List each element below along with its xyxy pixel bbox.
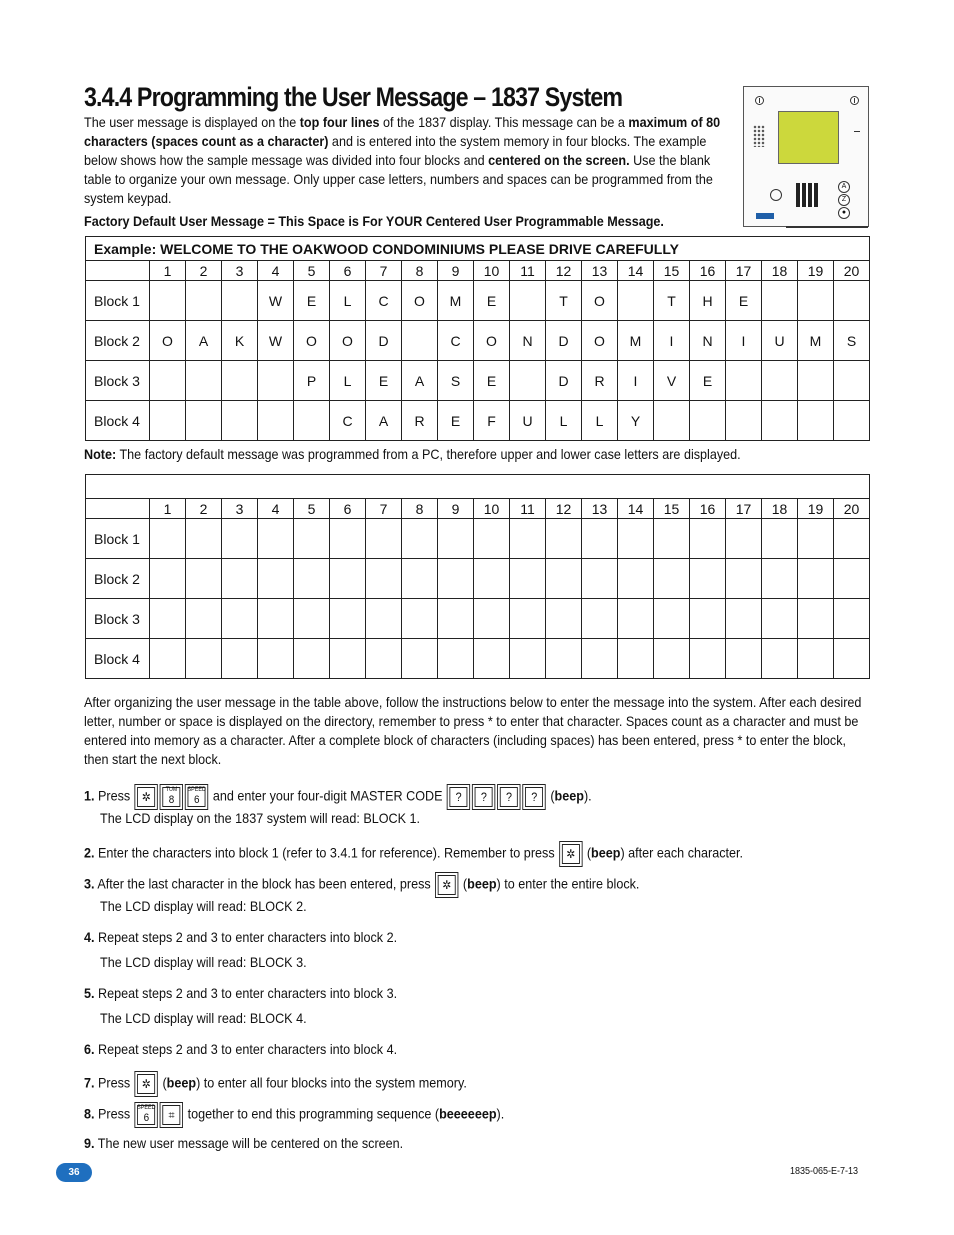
character-cell: U bbox=[762, 321, 798, 361]
character-cell bbox=[798, 401, 834, 441]
character-cell bbox=[690, 401, 726, 441]
character-cell: R bbox=[582, 361, 618, 401]
character-cell[interactable] bbox=[618, 639, 654, 679]
character-cell[interactable] bbox=[618, 599, 654, 639]
character-cell[interactable] bbox=[654, 639, 690, 679]
character-cell bbox=[510, 281, 546, 321]
device-illustration bbox=[743, 86, 869, 227]
document-number: 1835-065-E-7-13 bbox=[790, 1166, 859, 1177]
character-cell[interactable] bbox=[294, 599, 330, 639]
column-header: 16 bbox=[690, 261, 726, 281]
star-key-icon[interactable]: ✲ bbox=[135, 784, 158, 810]
column-header: 3 bbox=[222, 261, 258, 281]
blank_table-caption bbox=[86, 475, 870, 499]
character-cell bbox=[726, 401, 762, 441]
column-header: 17 bbox=[726, 261, 762, 281]
character-cell[interactable] bbox=[726, 559, 762, 599]
character-cell bbox=[834, 361, 870, 401]
character-cell bbox=[618, 281, 654, 321]
character-cell: T bbox=[654, 281, 690, 321]
character-cell[interactable] bbox=[726, 519, 762, 559]
character-cell: H bbox=[690, 281, 726, 321]
character-cell bbox=[762, 401, 798, 441]
block-label: Block 1 bbox=[86, 519, 150, 559]
character-cell: C bbox=[330, 401, 366, 441]
character-cell[interactable] bbox=[258, 639, 294, 679]
column-header: 11 bbox=[510, 261, 546, 281]
column-header: 9 bbox=[438, 261, 474, 281]
column-header: 14 bbox=[618, 261, 654, 281]
star-key-icon[interactable]: ✲ bbox=[435, 872, 458, 898]
star-key-icon[interactable]: ✲ bbox=[135, 1071, 158, 1097]
character-cell[interactable] bbox=[546, 519, 582, 559]
character-cell[interactable] bbox=[402, 559, 438, 599]
table-row bbox=[86, 361, 870, 401]
character-cell[interactable] bbox=[690, 639, 726, 679]
character-cell: M bbox=[798, 321, 834, 361]
character-cell: K bbox=[222, 321, 258, 361]
column-header: 2 bbox=[186, 499, 222, 519]
character-cell[interactable] bbox=[474, 559, 510, 599]
instructions-paragraph: After organizing the user message in the table above, follow the instructions below to enter the message into the system. After each desired letter, number or space is displayed on the directory, remember to press * to enter that character. Spaces count as a character and must be entered into memory as a character. After a complete block of characters (including spaces) has been entered, press * to enter the block, then start the next block. bbox=[84, 694, 862, 767]
column-header: 12 bbox=[546, 499, 582, 519]
character-cell: N bbox=[690, 321, 726, 361]
character-cell: Y bbox=[618, 401, 654, 441]
example-message-table bbox=[85, 236, 870, 441]
character-cell[interactable] bbox=[150, 559, 186, 599]
character-cell: W bbox=[258, 281, 294, 321]
column-header: 20 bbox=[834, 499, 870, 519]
character-cell: A bbox=[402, 361, 438, 401]
character-cell[interactable] bbox=[618, 559, 654, 599]
character-cell[interactable] bbox=[222, 519, 258, 559]
character-cell bbox=[402, 321, 438, 361]
character-cell[interactable] bbox=[834, 519, 870, 559]
character-cell bbox=[798, 361, 834, 401]
character-cell bbox=[258, 361, 294, 401]
character-cell: M bbox=[618, 321, 654, 361]
character-cell bbox=[798, 281, 834, 321]
speed-6-key-icon[interactable]: SPEED 6 bbox=[185, 784, 208, 810]
character-cell: E bbox=[438, 401, 474, 441]
character-cell[interactable] bbox=[798, 519, 834, 559]
character-cell: O bbox=[294, 321, 330, 361]
table-row bbox=[86, 281, 870, 321]
note-text: Note: The factory default message was programmed from a PC, therefore upper and lower case letters are displayed. bbox=[84, 446, 741, 462]
character-cell[interactable] bbox=[222, 559, 258, 599]
character-cell bbox=[186, 361, 222, 401]
block-label: Block 4 bbox=[86, 639, 150, 679]
character-cell[interactable] bbox=[726, 599, 762, 639]
column-header: 16 bbox=[690, 499, 726, 519]
lcd-screen bbox=[778, 111, 839, 164]
column-header: 15 bbox=[654, 261, 690, 281]
character-cell: D bbox=[546, 321, 582, 361]
character-cell: U bbox=[510, 401, 546, 441]
character-cell[interactable] bbox=[366, 599, 402, 639]
column-header: 19 bbox=[798, 261, 834, 281]
character-cell[interactable] bbox=[546, 639, 582, 679]
column-header: 13 bbox=[582, 499, 618, 519]
character-cell[interactable] bbox=[582, 559, 618, 599]
character-cell: E bbox=[726, 281, 762, 321]
character-cell bbox=[186, 281, 222, 321]
character-cell[interactable] bbox=[330, 599, 366, 639]
screw-icon bbox=[850, 96, 859, 105]
character-cell: A bbox=[186, 321, 222, 361]
character-cell: S bbox=[834, 321, 870, 361]
character-cell[interactable] bbox=[294, 519, 330, 559]
column-header: 15 bbox=[654, 499, 690, 519]
character-cell[interactable] bbox=[654, 559, 690, 599]
character-cell[interactable] bbox=[762, 559, 798, 599]
character-cell[interactable] bbox=[258, 599, 294, 639]
character-cell[interactable] bbox=[258, 519, 294, 559]
character-cell bbox=[834, 281, 870, 321]
character-cell bbox=[762, 281, 798, 321]
character-cell[interactable] bbox=[474, 639, 510, 679]
character-cell bbox=[726, 361, 762, 401]
block-label: Block 2 bbox=[86, 321, 150, 361]
column-header: 13 bbox=[582, 261, 618, 281]
column-header: 11 bbox=[510, 499, 546, 519]
character-cell: T bbox=[546, 281, 582, 321]
step-5-result: The LCD display will read: BLOCK 4. bbox=[100, 1010, 307, 1026]
character-cell: C bbox=[366, 281, 402, 321]
step-5: 5. Repeat steps 2 and 3 to enter characters into block 3. bbox=[84, 985, 398, 1001]
character-cell: L bbox=[582, 401, 618, 441]
character-cell[interactable] bbox=[654, 519, 690, 559]
character-cell bbox=[222, 281, 258, 321]
character-cell[interactable] bbox=[582, 519, 618, 559]
table-row bbox=[86, 639, 870, 679]
character-cell: E bbox=[690, 361, 726, 401]
page-title: 3.4.4 Programming the User Message – 1837 System bbox=[84, 82, 623, 112]
character-cell[interactable] bbox=[510, 559, 546, 599]
character-cell: I bbox=[654, 321, 690, 361]
column-header: 3 bbox=[222, 499, 258, 519]
column-header: 7 bbox=[366, 261, 402, 281]
step-9: 9. The new user message will be centered on the screen. bbox=[84, 1135, 404, 1151]
code-digit-key-icon[interactable]: ? bbox=[447, 784, 470, 810]
block-label: Block 1 bbox=[86, 281, 150, 321]
block-label: Block 3 bbox=[86, 361, 150, 401]
character-cell: C bbox=[438, 321, 474, 361]
step-6: 6. Repeat steps 2 and 3 to enter characters into block 4. bbox=[84, 1041, 398, 1057]
column-header: 12 bbox=[546, 261, 582, 281]
column-header: 8 bbox=[402, 499, 438, 519]
character-cell[interactable] bbox=[186, 519, 222, 559]
column-header: 1 bbox=[150, 261, 186, 281]
blank-message-table bbox=[85, 474, 870, 679]
character-cell[interactable] bbox=[834, 639, 870, 679]
table-row bbox=[86, 401, 870, 441]
example_table-caption: Example: WELCOME TO THE OAKWOOD CONDOMINIUMS PLEASE DRIVE CAREFULLY bbox=[86, 237, 870, 261]
character-cell[interactable] bbox=[546, 559, 582, 599]
character-cell[interactable] bbox=[834, 599, 870, 639]
character-cell[interactable] bbox=[510, 519, 546, 559]
character-cell[interactable] bbox=[690, 519, 726, 559]
brand-logo bbox=[756, 213, 774, 219]
character-cell[interactable] bbox=[150, 639, 186, 679]
character-cell[interactable] bbox=[330, 519, 366, 559]
character-cell[interactable] bbox=[438, 559, 474, 599]
character-cell: P bbox=[294, 361, 330, 401]
step-4: 4. Repeat steps 2 and 3 to enter characters into block 2. bbox=[84, 929, 398, 945]
column-header: 6 bbox=[330, 499, 366, 519]
column-header: 14 bbox=[618, 499, 654, 519]
character-cell: L bbox=[330, 281, 366, 321]
character-cell[interactable] bbox=[402, 599, 438, 639]
column-header: 7 bbox=[366, 499, 402, 519]
speed-6-key-icon[interactable]: SPEED 6 bbox=[135, 1102, 158, 1128]
character-cell: D bbox=[546, 361, 582, 401]
character-cell[interactable] bbox=[546, 599, 582, 639]
character-cell: E bbox=[294, 281, 330, 321]
character-cell[interactable] bbox=[762, 639, 798, 679]
character-cell: O bbox=[474, 321, 510, 361]
table-row bbox=[86, 559, 870, 599]
character-cell[interactable] bbox=[330, 559, 366, 599]
character-cell[interactable] bbox=[294, 639, 330, 679]
character-cell bbox=[834, 401, 870, 441]
table-row bbox=[86, 321, 870, 361]
character-cell[interactable] bbox=[798, 639, 834, 679]
character-cell: O bbox=[402, 281, 438, 321]
character-cell bbox=[762, 361, 798, 401]
indicator-mark bbox=[854, 131, 860, 132]
step-1: 1. Press ✲ TUM 8 SPEED 6 and enter your four-digit MASTER CODE ? ? ? ? (beep). bbox=[84, 784, 592, 810]
character-cell[interactable] bbox=[690, 599, 726, 639]
character-cell[interactable] bbox=[186, 599, 222, 639]
character-cell[interactable] bbox=[366, 639, 402, 679]
character-cell[interactable] bbox=[222, 639, 258, 679]
device-button-a: A bbox=[838, 181, 850, 193]
character-cell: L bbox=[330, 361, 366, 401]
character-cell bbox=[186, 401, 222, 441]
column-header: 5 bbox=[294, 261, 330, 281]
code-digit-key-icon[interactable]: ? bbox=[523, 784, 546, 810]
character-cell[interactable] bbox=[762, 599, 798, 639]
step-7: 7. Press ✲ (beep) to enter all four blocks into the system memory. bbox=[84, 1071, 467, 1097]
character-cell[interactable] bbox=[474, 599, 510, 639]
character-cell[interactable] bbox=[402, 519, 438, 559]
column-header: 18 bbox=[762, 499, 798, 519]
character-cell: L bbox=[546, 401, 582, 441]
page-number: 36 bbox=[56, 1163, 92, 1182]
character-cell[interactable] bbox=[690, 559, 726, 599]
step-2: 2. Enter the characters into block 1 (refer to 3.4.1 for reference). Remember to press ✲ (beep) after each character. bbox=[84, 841, 743, 867]
device-button-call: ● bbox=[838, 207, 850, 219]
table-row bbox=[86, 519, 870, 559]
column-header: 4 bbox=[258, 499, 294, 519]
character-cell: E bbox=[474, 281, 510, 321]
character-cell: R bbox=[402, 401, 438, 441]
corner-cell bbox=[86, 261, 150, 281]
character-cell[interactable] bbox=[618, 519, 654, 559]
character-cell bbox=[150, 281, 186, 321]
character-cell[interactable] bbox=[366, 559, 402, 599]
character-cell[interactable] bbox=[834, 559, 870, 599]
column-header: 1 bbox=[150, 499, 186, 519]
character-cell[interactable] bbox=[222, 599, 258, 639]
character-cell[interactable] bbox=[258, 559, 294, 599]
character-cell bbox=[222, 401, 258, 441]
character-cell[interactable] bbox=[510, 639, 546, 679]
character-cell[interactable] bbox=[366, 519, 402, 559]
keypad-icon bbox=[796, 183, 818, 207]
block-label: Block 3 bbox=[86, 599, 150, 639]
character-cell bbox=[294, 401, 330, 441]
character-cell: I bbox=[618, 361, 654, 401]
corner-cell bbox=[86, 499, 150, 519]
character-cell[interactable] bbox=[186, 639, 222, 679]
character-cell bbox=[510, 361, 546, 401]
character-cell bbox=[150, 401, 186, 441]
block-label: Block 2 bbox=[86, 559, 150, 599]
code-digit-key-icon[interactable]: ? bbox=[497, 784, 520, 810]
character-cell bbox=[150, 361, 186, 401]
hash-key-icon[interactable]: ⌗ bbox=[160, 1102, 183, 1128]
column-header: 10 bbox=[474, 261, 510, 281]
character-cell[interactable] bbox=[510, 599, 546, 639]
block-label: Block 4 bbox=[86, 401, 150, 441]
character-cell: I bbox=[726, 321, 762, 361]
character-cell[interactable] bbox=[582, 599, 618, 639]
character-cell[interactable] bbox=[294, 559, 330, 599]
character-cell[interactable] bbox=[762, 519, 798, 559]
character-cell: E bbox=[474, 361, 510, 401]
column-header: 9 bbox=[438, 499, 474, 519]
device-button-z: Z bbox=[838, 194, 850, 206]
speaker-icon bbox=[753, 125, 765, 147]
character-cell: O bbox=[150, 321, 186, 361]
character-cell[interactable] bbox=[438, 599, 474, 639]
character-cell[interactable] bbox=[150, 599, 186, 639]
character-cell[interactable] bbox=[798, 599, 834, 639]
column-header: 5 bbox=[294, 499, 330, 519]
column-header: 2 bbox=[186, 261, 222, 281]
step-1-result: The LCD display on the 1837 system will read: BLOCK 1. bbox=[100, 810, 421, 826]
character-cell[interactable] bbox=[438, 639, 474, 679]
column-header: 8 bbox=[402, 261, 438, 281]
code-digit-key-icon[interactable]: ? bbox=[472, 784, 495, 810]
step-4-result: The LCD display will read: BLOCK 3. bbox=[100, 954, 307, 970]
screw-icon bbox=[755, 96, 764, 105]
column-header: 19 bbox=[798, 499, 834, 519]
character-cell[interactable] bbox=[150, 519, 186, 559]
table-row bbox=[86, 599, 870, 639]
intro-paragraph: The user message is displayed on the top four lines of the 1837 display. This message can be a maximum of 80 characters (spaces count as a character) and is entered into the system memory in four blocks. The example below shows how the sample message was divided into four blocks and centered on the screen. Use the blank table to organize your own message. Only upper case letters, numbers and spaces can be programmed from the system keypad. bbox=[84, 114, 721, 206]
character-cell[interactable] bbox=[798, 559, 834, 599]
column-header: 6 bbox=[330, 261, 366, 281]
step-3-result: The LCD display will read: BLOCK 2. bbox=[100, 898, 307, 914]
character-cell: V bbox=[654, 361, 690, 401]
character-cell: F bbox=[474, 401, 510, 441]
column-header: 10 bbox=[474, 499, 510, 519]
character-cell: O bbox=[330, 321, 366, 361]
character-cell: D bbox=[366, 321, 402, 361]
character-cell[interactable] bbox=[726, 639, 762, 679]
character-cell[interactable] bbox=[474, 519, 510, 559]
character-cell: E bbox=[366, 361, 402, 401]
character-cell[interactable] bbox=[330, 639, 366, 679]
character-cell[interactable] bbox=[402, 639, 438, 679]
character-cell[interactable] bbox=[582, 639, 618, 679]
column-header: 4 bbox=[258, 261, 294, 281]
column-header: 20 bbox=[834, 261, 870, 281]
character-cell: M bbox=[438, 281, 474, 321]
step-3: 3. After the last character in the block has been entered, press ✲ (beep) to enter the entire block. bbox=[84, 872, 639, 898]
character-cell: S bbox=[438, 361, 474, 401]
character-cell bbox=[654, 401, 690, 441]
character-cell: O bbox=[582, 281, 618, 321]
column-header: 17 bbox=[726, 499, 762, 519]
factory-default-text: Factory Default User Message = This Space is For YOUR Centered User Programmable Message. bbox=[84, 213, 664, 229]
character-cell bbox=[258, 401, 294, 441]
character-cell bbox=[222, 361, 258, 401]
character-cell[interactable] bbox=[654, 599, 690, 639]
star-key-icon[interactable]: ✲ bbox=[559, 841, 582, 867]
column-header: 18 bbox=[762, 261, 798, 281]
character-cell[interactable] bbox=[186, 559, 222, 599]
character-cell: W bbox=[258, 321, 294, 361]
device-base bbox=[786, 226, 868, 228]
character-cell[interactable] bbox=[438, 519, 474, 559]
character-cell: A bbox=[366, 401, 402, 441]
character-cell: O bbox=[582, 321, 618, 361]
camera-lens-icon bbox=[770, 189, 782, 201]
character-cell: N bbox=[510, 321, 546, 361]
step-8: 8. Press SPEED 6 ⌗ together to end this programming sequence (beeeeeep). bbox=[84, 1102, 504, 1128]
tum-8-key-icon[interactable]: TUM 8 bbox=[160, 784, 183, 810]
